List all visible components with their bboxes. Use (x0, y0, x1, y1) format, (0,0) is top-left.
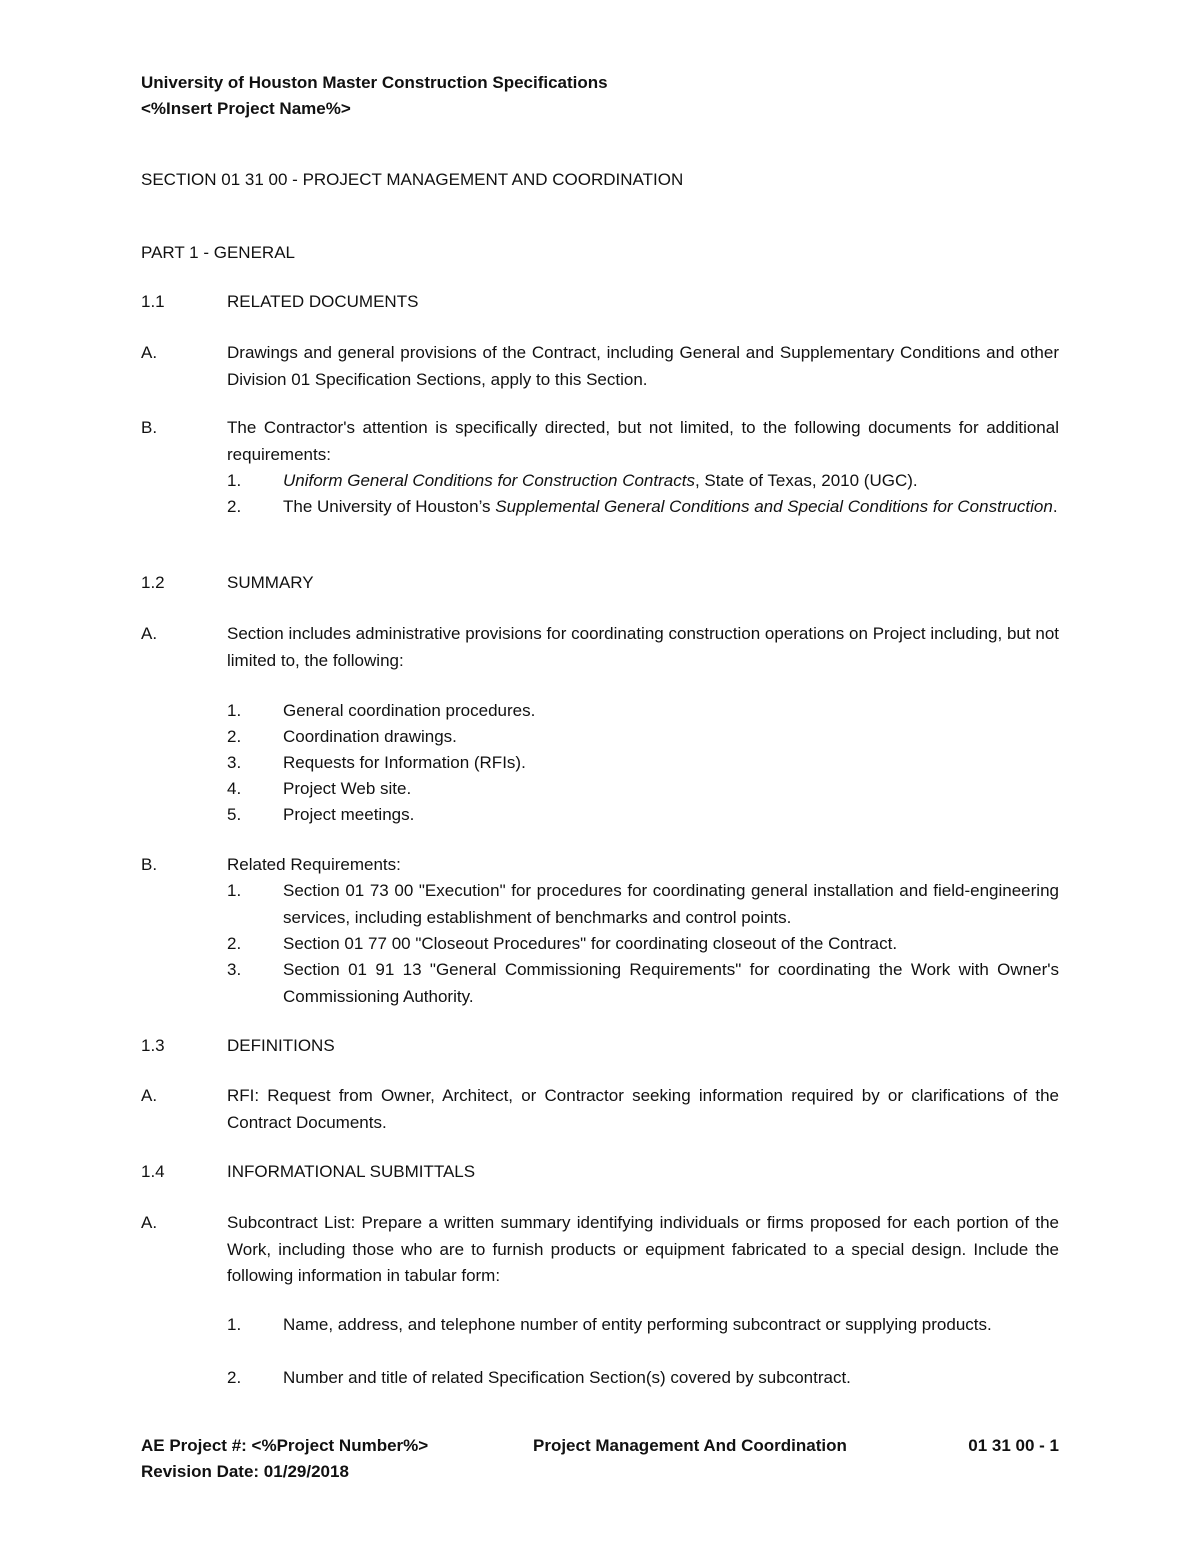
article-1-2 (141, 570, 1059, 597)
paragraph-label: B. (141, 418, 158, 437)
summary-item (141, 802, 1059, 829)
item-label: 1. (227, 701, 242, 720)
subcontract-list-item (141, 1312, 1059, 1339)
item-text: Project Web site. (283, 779, 412, 798)
paragraph-text: Drawings and general provisions of the Contract, including General and Supplementary Conditions and other Division 01 Specification Sections, apply to this Section. (227, 343, 1059, 389)
text-rest: , State of Texas, 2010 (UGC). (694, 471, 918, 490)
article-title: RELATED DOCUMENTS (227, 292, 419, 311)
related-requirement-item (141, 957, 1059, 1010)
summary-item (141, 724, 1059, 751)
footer-page-number: 01 31 00 - 1 (968, 1436, 1059, 1455)
article-1-4 (141, 1159, 1059, 1186)
paragraph-1-2-b (141, 852, 1059, 879)
item-label: 2. (227, 934, 242, 953)
footer-revision-date: Revision Date: 01/29/2018 (141, 1462, 349, 1481)
paragraph-text: Related Requirements: (227, 855, 401, 874)
subparagraph-label: 1. (227, 471, 242, 490)
paragraph-1-3-a (141, 1083, 1059, 1136)
italic-document-title: Uniform General Conditions for Construction Contracts (283, 471, 695, 490)
item-text: General coordination procedures. (283, 701, 536, 720)
subcontract-list-item (141, 1365, 1059, 1392)
paragraph-1-1-b (141, 415, 1059, 468)
text-rest: . (1052, 497, 1058, 516)
item-label: 1. (227, 881, 242, 900)
article-1-3 (141, 1033, 1059, 1060)
subparagraph-1-1-b-1 (141, 468, 1059, 495)
item-text: Section 01 91 13 "General Commissioning Requirements" for coordinating the Work with Owner's Commissioning Authority. (283, 960, 1059, 1006)
subparagraph-text (283, 494, 1059, 521)
item-label: 2. (227, 727, 242, 746)
article-1-1 (141, 289, 1059, 316)
subparagraph-1-1-b-2 (141, 494, 1059, 521)
paragraph-text: The Contractor's attention is specifically directed, but not limited, to the following documents for additional requirements: (227, 418, 1059, 464)
header-project-name: <%Insert Project Name%> (141, 99, 351, 118)
item-label: 2. (227, 1368, 242, 1387)
summary-item (141, 698, 1059, 725)
article-number: 1.3 (141, 1036, 165, 1055)
item-label: 3. (227, 753, 242, 772)
summary-item (141, 776, 1059, 803)
part-title: PART 1 - GENERAL (141, 243, 295, 262)
paragraph-label: A. (141, 1213, 158, 1232)
paragraph-1-1-a (141, 340, 1059, 393)
italic-document-title: Supplemental General Conditions and Special Conditions for Construction (495, 497, 1053, 516)
item-text: Name, address, and telephone number of entity performing subcontract or supplying products. (283, 1315, 992, 1334)
article-title: INFORMATIONAL SUBMITTALS (227, 1162, 476, 1181)
article-number: 1.2 (141, 573, 165, 592)
item-label: 4. (227, 779, 242, 798)
paragraph-text: RFI: Request from Owner, Architect, or Contractor seeking information required by or clarifications of the Contract Documents. (227, 1086, 1059, 1132)
item-label: 3. (227, 960, 242, 979)
item-text: Coordination drawings. (283, 727, 457, 746)
paragraph-label: A. (141, 624, 158, 643)
item-label: 5. (227, 805, 242, 824)
article-title: DEFINITIONS (227, 1036, 335, 1055)
paragraph-label: B. (141, 855, 158, 874)
paragraph-1-4-a (141, 1210, 1059, 1290)
related-requirement-item (141, 931, 1059, 958)
paragraph-text: Subcontract List: Prepare a written summary identifying individuals or firms proposed for each portion of the Work, including those who are to furnish products or equipment fabricated to a special design. Include the following information in tabular form: (227, 1213, 1059, 1285)
item-text: Section 01 77 00 "Closeout Procedures" for coordinating closeout of the Contract. (283, 934, 898, 953)
related-requirement-item (141, 878, 1059, 931)
text-pre: The University of Houston’s (283, 497, 496, 516)
paragraph-text: Section includes administrative provisions for coordinating construction operations on Project including, but not limited to, the following: (227, 624, 1059, 670)
item-text: Requests for Information (RFIs). (283, 753, 526, 772)
summary-item (141, 750, 1059, 777)
footer-section-name: Project Management And Coordination (533, 1436, 847, 1455)
paragraph-label: A. (141, 343, 158, 362)
item-label: 1. (227, 1315, 242, 1334)
subparagraph-label: 2. (227, 497, 242, 516)
article-title: SUMMARY (227, 573, 314, 592)
item-text: Project meetings. (283, 805, 415, 824)
paragraph-1-2-a (141, 621, 1059, 674)
article-number: 1.4 (141, 1162, 165, 1181)
item-text: Section 01 73 00 "Execution" for procedures for coordinating general installation and field-engineering services, including establishment of benchmarks and control points. (283, 881, 1059, 927)
footer-project-number: AE Project #: <%Project Number%> (141, 1436, 429, 1455)
paragraph-label: A. (141, 1086, 158, 1105)
item-text: Number and title of related Specification Section(s) covered by subcontract. (283, 1368, 851, 1387)
section-title: SECTION 01 31 00 - PROJECT MANAGEMENT AND COORDINATION (141, 170, 684, 189)
article-number: 1.1 (141, 292, 165, 311)
subparagraph-text (283, 468, 1059, 495)
header-title: University of Houston Master Construction Specifications (141, 73, 608, 92)
